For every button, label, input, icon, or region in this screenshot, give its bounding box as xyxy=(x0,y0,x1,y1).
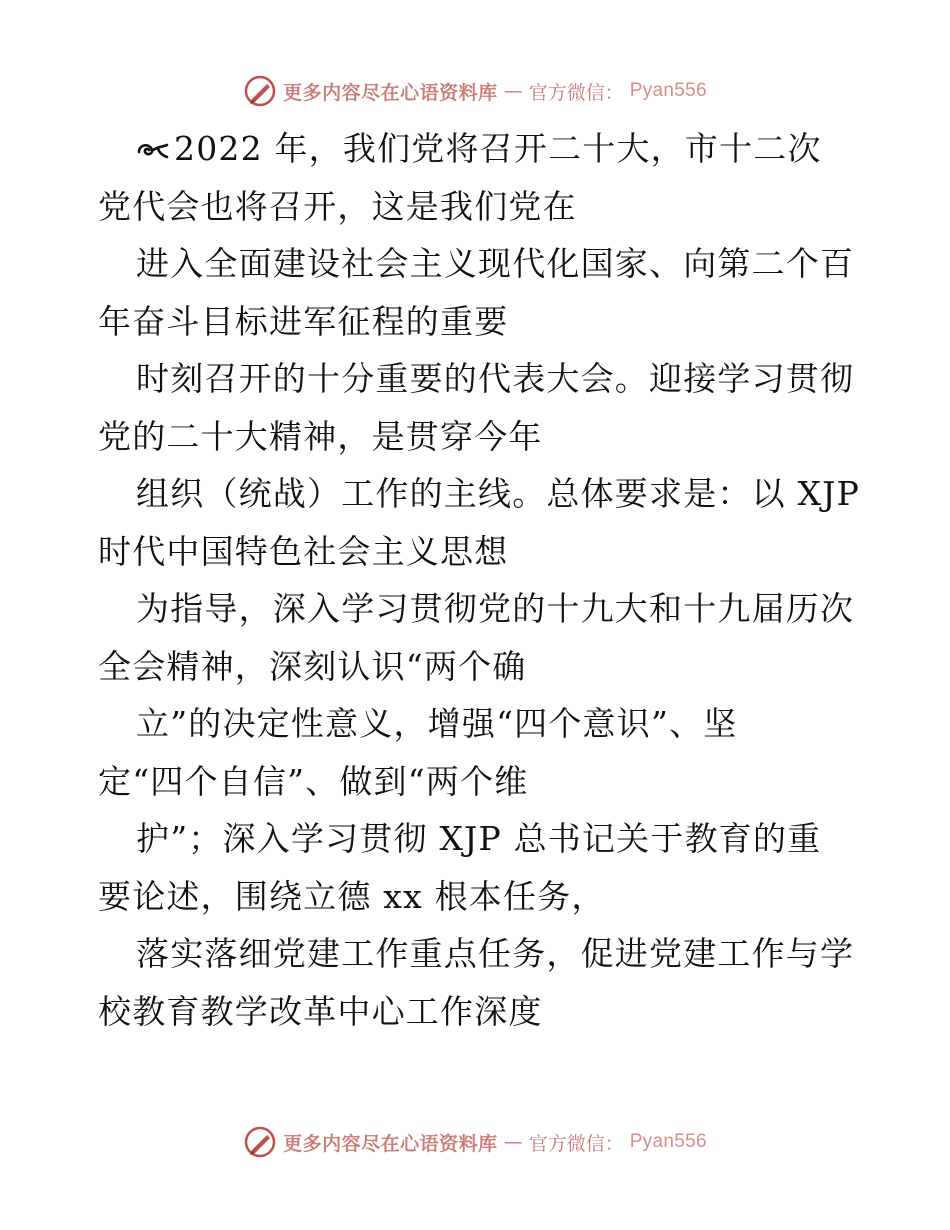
text-line-2: 党代会也将召开，这是我们党在 xyxy=(98,186,577,226)
text-line-5: 时刻召开的十分重要的代表大会。迎接学习贯彻 xyxy=(136,359,855,398)
text-line-10: 全会精神，深刻认识“两个确 xyxy=(98,646,527,686)
text-line-12: 定“四个自信”、做到“两个维 xyxy=(98,761,529,801)
watermark-footer xyxy=(0,1122,950,1162)
text-line-1-content: 2022 年，我们党将召开二十大，市十二次 xyxy=(174,129,822,168)
text-line-15: 落实落细党建工作重点任务，促进党建工作与学 xyxy=(136,934,855,973)
watermark-id: Pyan556 xyxy=(629,1131,707,1152)
document-body xyxy=(98,120,861,1040)
pen-circle-logo-icon xyxy=(243,1125,277,1159)
watermark-label: 官方微信： xyxy=(528,81,624,104)
text-line-16: 校教育教学改革中心工作深度 xyxy=(98,991,543,1031)
text-line-1 xyxy=(98,120,858,178)
text-line-7: 组织（统战）工作的主线。总体要求是：以 XJP xyxy=(136,474,861,513)
text-line-14: 要论述，围绕立德 xx 根本任务， xyxy=(98,876,606,916)
text-line-8: 时代中国特色社会主义思想 xyxy=(98,531,509,571)
watermark-id: Pyan556 xyxy=(629,80,707,101)
text-line-6: 党的二十大精神，是贯穿今年 xyxy=(98,416,543,456)
text-line-11: 立”的决定性意义，增强“四个意识”、坚 xyxy=(136,704,738,743)
fleuron-bullet-icon xyxy=(136,140,174,162)
text-line-4: 年奋斗目标进军征程的重要 xyxy=(98,301,509,341)
text-line-3: 进入全面建设社会主义现代化国家、向第二个百 xyxy=(136,244,855,283)
watermark-dash: — xyxy=(503,1131,523,1153)
watermark-main-text: 更多内容尽在心语资料库 xyxy=(283,81,498,104)
text-line-13: 护”；深入学习贯彻 XJP 总书记关于教育的重 xyxy=(136,819,822,858)
watermark-main-text: 更多内容尽在心语资料库 xyxy=(283,1132,498,1155)
watermark-dash: — xyxy=(503,80,523,102)
pen-circle-logo-icon xyxy=(243,74,277,108)
watermark-header xyxy=(0,71,950,111)
watermark-label: 官方微信： xyxy=(528,1132,624,1155)
text-line-9: 为指导，深入学习贯彻党的十九大和十九届历次 xyxy=(136,589,855,628)
